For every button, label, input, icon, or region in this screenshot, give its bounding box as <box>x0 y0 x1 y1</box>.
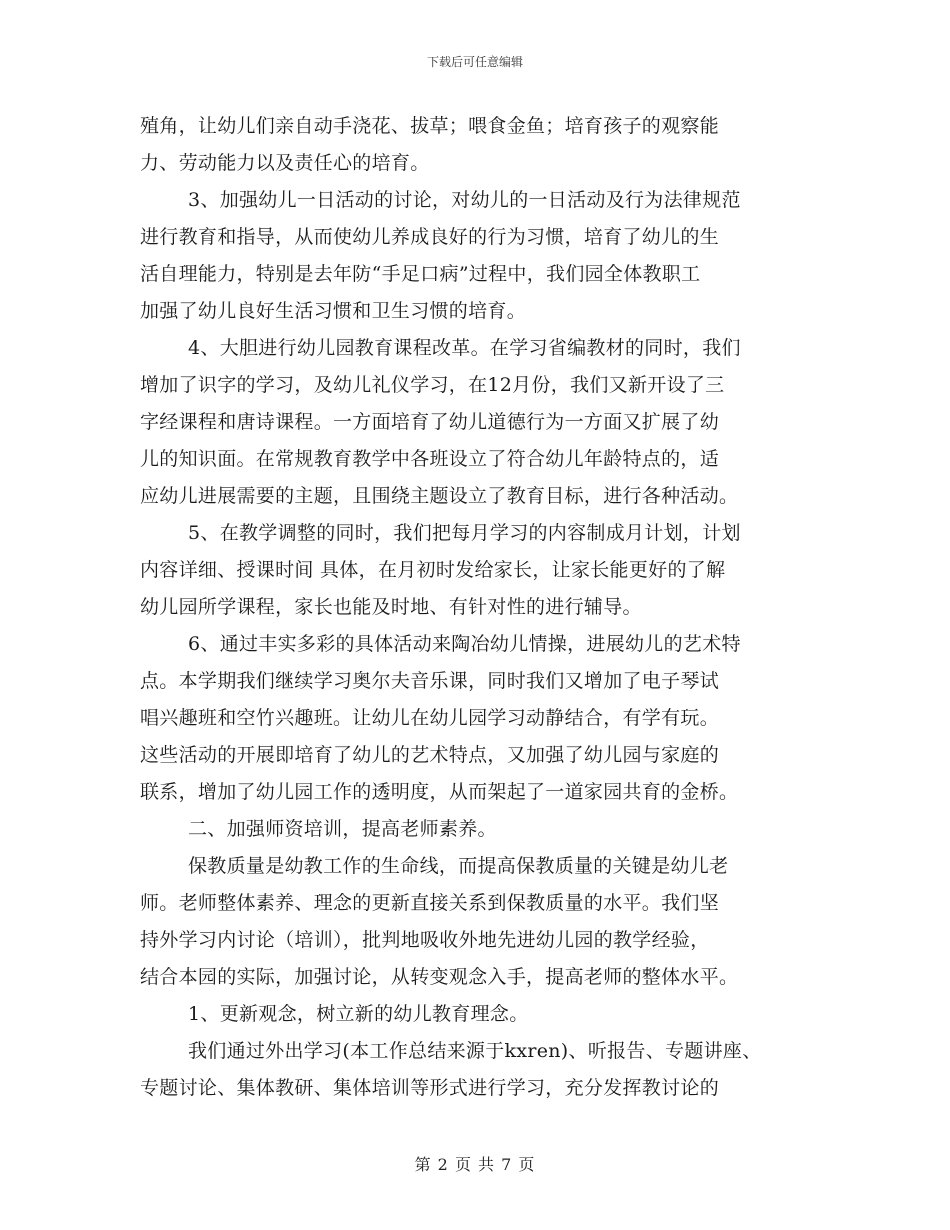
text-line: 幼儿园所学课程，家长也能及时地、有针对性的进行辅导。 <box>140 596 642 618</box>
text-line: 殖角，让幼儿们亲自动手浇花、拔草；喂食金鱼；培育孩子的观察能 <box>140 115 720 137</box>
text-line: 持外学习内讨论（培训），批判地吸收外地先进幼儿园的教学经验， <box>140 929 710 951</box>
text-line: 力、劳动能力以及责任心的培育。 <box>140 152 430 174</box>
text-line: 加强了幼儿良好生活习惯和卫生习惯的培育。 <box>140 300 527 322</box>
text-line: 活自理能力，特别是去年防“手足口病”过程中，我们园全体教职工 <box>140 263 701 285</box>
text-line: 点。本学期我们继续学习奥尔夫音乐课，同时我们又增加了电子琴试 <box>140 670 720 692</box>
text-line: 师。老师整体素养、理念的更新直接关系到保教质量的水平。我们坚 <box>140 892 720 914</box>
text-line: 儿的知识面。在常规教育教学中各班设立了符合幼儿年龄特点的，适 <box>140 448 720 470</box>
text-line: 4、大胆进行幼儿园教育课程改革。在学习省编教材的同时，我们 <box>188 337 741 359</box>
text-line: 我们通过外出学习(本工作总结来源于kxren)、听报告、专题讲座、 <box>188 1040 762 1062</box>
text-line: 6、通过丰实多彩的具体活动来陶冶幼儿情操，进展幼儿的艺术特 <box>188 633 741 655</box>
text-line: 专题讨论、集体教研、集体培训等形式进行学习，充分发挥教讨论的 <box>140 1077 720 1099</box>
text-line: 唱兴趣班和空竹兴趣班。让幼儿在幼儿园学习动静结合，有学有玩。 <box>140 707 720 729</box>
text-line: 应幼儿进展需要的主题，且围绕主题设立了教育目标，进行各种活动。 <box>140 485 739 507</box>
text-line: 结合本园的实际，加强讨论，从转变观念入手，提高老师的整体水平。 <box>140 966 739 988</box>
subsection-heading: 1、更新观念，树立新的幼儿教育理念。 <box>188 1003 529 1025</box>
text-line: 3、加强幼儿一日活动的讨论，对幼儿的一日活动及行为法律规范 <box>188 189 741 211</box>
header-note: 下载后可任意编辑 <box>426 55 523 69</box>
section-heading: 二、加强师资培训，提高老师素养。 <box>188 818 497 840</box>
text-line: 进行教育和指导，从而使幼儿养成良好的行为习惯，培育了幼儿的生 <box>140 226 720 248</box>
page-number: 第 2 页 共 7 页 <box>414 1155 536 1174</box>
text-line: 5、在教学调整的同时，我们把每月学习的内容制成月计划，计划 <box>188 522 741 544</box>
text-line: 这些活动的开展即培育了幼儿的艺术特点，又加强了幼儿园与家庭的 <box>140 744 720 766</box>
text-line: 保教质量是幼教工作的生命线，而提高保教质量的关键是幼儿老 <box>188 855 729 877</box>
text-line: 内容详细、授课时间 具体，在月初时发给家长，让家长能更好的了解 <box>140 559 726 581</box>
text-line: 联系，增加了幼儿园工作的透明度，从而架起了一道家园共育的金桥。 <box>140 781 739 803</box>
text-line: 增加了识字的学习，及幼儿礼仪学习，在12月份，我们又新开设了三 <box>140 374 725 396</box>
document-body <box>140 108 840 1107</box>
text-line: 字经课程和唐诗课程。一方面培育了幼儿道德行为一方面又扩展了幼 <box>140 411 720 433</box>
